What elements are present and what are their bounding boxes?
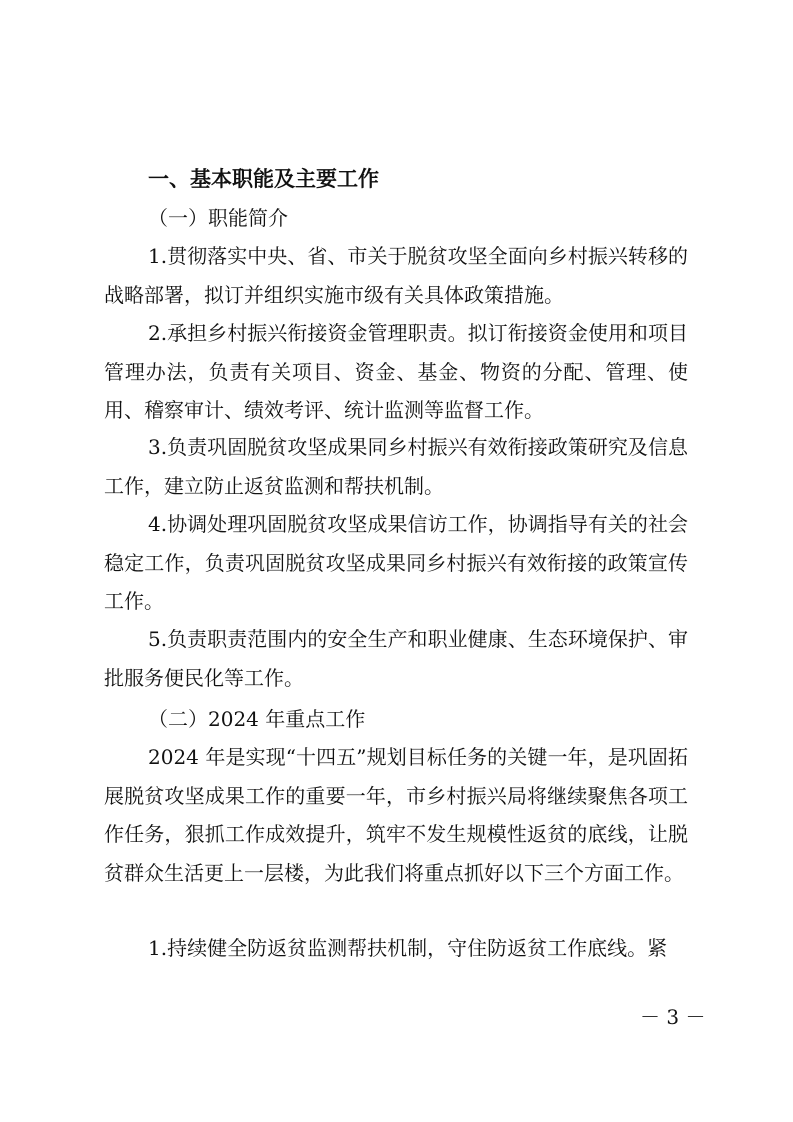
paragraph-1: 1.贯彻落实中央、省、市关于脱贫攻坚全面向乡村振兴转移的战略部署，拟订并组织实施市级有关具体政策措施。 <box>104 244 688 307</box>
section-heading-basic-functions: 一、基本职能及主要工作 <box>148 167 379 191</box>
paragraph-2: 2.承担乡村振兴衔接资金管理职责。拟订衔接资金使用和项目管理办法，负责有关项目、资金、基金、物资的分配、管理、使用、稽察审计、绩效考评、统计监测等监督工作。 <box>104 321 688 422</box>
paragraph-5: 5.负责职责范围内的安全生产和职业健康、生态环境保护、审批服务便民化等工作。 <box>104 627 688 690</box>
paragraph-7: 1.持续健全防返贫监测帮扶机制，守住防返贫工作底线。紧 <box>148 936 668 960</box>
subsection-heading-2024-key-work: （二）2024 年重点工作 <box>148 707 366 731</box>
paragraph-6: 2024 年是实现“十四五”规划目标任务的关键一年，是巩固拓展脱贫攻坚成果工作的重要一年，市乡村振兴局将继续聚焦各项工作任务，狠抓工作成效提升，筑牢不发生规模性返贫的底线，让脱贫群众生活更上一层楼，为此我们将重点抓好以下三个方面工作。 <box>104 745 688 885</box>
page-number: － 3 － <box>640 1005 706 1029</box>
paragraph-4: 4.协调处理巩固脱贫攻坚成果信访工作，协调指导有关的社会稳定工作，负责巩固脱贫攻坚成果同乡村振兴有效衔接的政策宣传工作。 <box>104 512 688 613</box>
paragraph-3: 3.负责巩固脱贫攻坚成果同乡村振兴有效衔接政策研究及信息工作，建立防止返贫监测和帮扶机制。 <box>104 435 688 498</box>
subsection-heading-function-intro: （一）职能简介 <box>148 206 288 230</box>
